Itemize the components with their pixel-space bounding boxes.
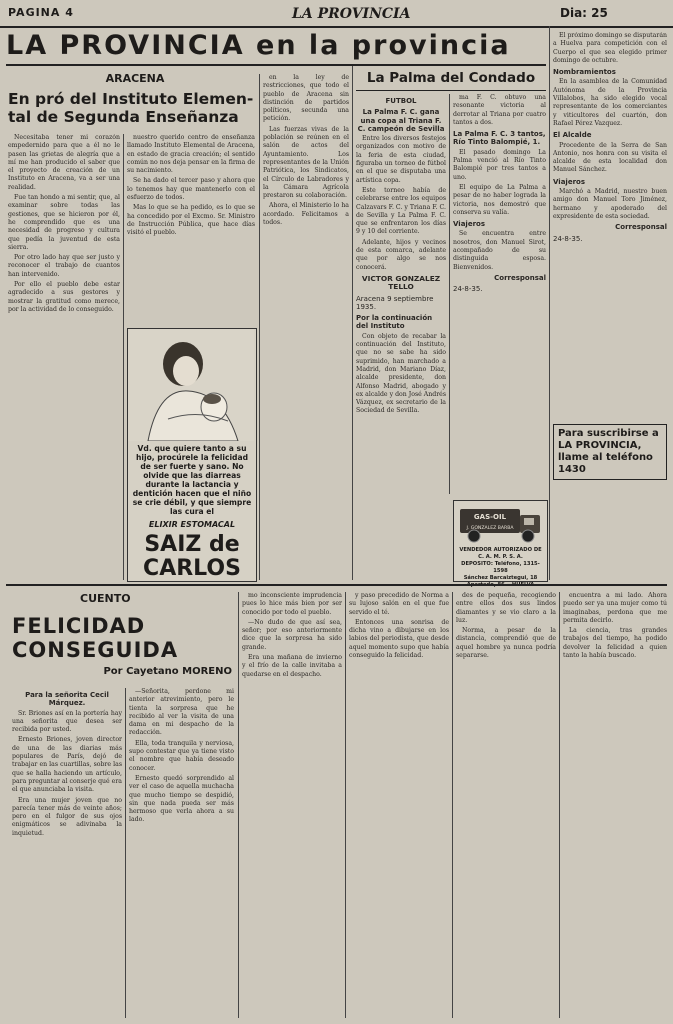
palma-signature: VICTOR GONZALEZ TELLO	[361, 273, 441, 292]
paragraph: Ella, toda tranquila y nerviosa, supo contestar que ya tiene visto el nombre que había deseado conocer.	[129, 739, 234, 772]
paragraph: Por ello el pueblo debe estar agradecido a sus gestores y mostrar la gratitud como merece, por la actividad de lo conseguido.	[8, 281, 120, 313]
column-divider	[559, 592, 560, 1018]
viajeros-subhead: Viajeros	[453, 220, 485, 229]
truck-label-2: J. GONZALEZ BARBA	[466, 526, 514, 531]
mother-and-child-illustration	[128, 329, 254, 441]
masthead: LA PROVINCIA	[292, 6, 411, 22]
paragraph: Por otro lado hay que ser justo y reconocer el trabajo de cuantos han intervenido.	[8, 254, 120, 278]
cuento-title	[12, 614, 237, 662]
cuento-byline: Por Cayetano MORENO	[103, 666, 232, 677]
paragraph: Necesitaba tener mi corazón empedernido para que a él no le pasen las grietas de alegría que a mí me han producido el saber que el proyecto de creación de un Instituto en Aracena, va a ser una realidad.	[8, 134, 120, 191]
header-date: Dia: 25	[560, 6, 608, 20]
instituto-subhead: Por la continuación del Instituto	[356, 314, 433, 331]
column-divider	[125, 688, 126, 1018]
paragraph: nuestro querido centro de enseñanza llamado Instituto Elemental de Aracena, en estado de gracia creación; el sentido común no nos deja pensar en la firma de su nacimiento.	[127, 134, 255, 175]
paragraph: —Señorita, perdone mi anterior atrevimiento, pero le tienta la sorpresa que he recibido al ver la visita de una dama en mi despacho de la redacción.	[129, 688, 234, 737]
cuento-column-6	[563, 592, 667, 1018]
right-column	[553, 32, 667, 382]
banner-rule	[6, 64, 546, 66]
right-dateline: 24-8-35.	[553, 234, 583, 243]
paragraph: Se encuentra entre nosotros, don Manuel Sirot, acompañado de su distinguida esposa. Bienvenidos.	[453, 230, 546, 271]
gasoil-advertisement	[453, 500, 548, 582]
palma-rule	[356, 90, 546, 91]
paragraph: El pasado domingo La Palma venció al Río Tinto Balompié por tres tantos a uno.	[453, 148, 546, 181]
paragraph: Fue tan hondo a mi sentir, que, al examinar sobre todas las gestiones, que se hicieron por él, he comprendido que es una necesidad de progreso y cultura que pedía la juventud de esta sierra.	[8, 194, 120, 251]
alcalde-subhead: El Alcalde	[553, 131, 592, 140]
palma-signature-place: Aracena 9 septiembre 1935.	[356, 294, 434, 311]
paragraph: Procedente de la Serra de San Antonio, nos honra con su visita el alcalde de esta localidad don Manuel Sánchez.	[553, 141, 667, 174]
paragraph: des de pequeña, recogiendo entre ellos dos sus lindos diamantes y se vio claro a la luz.	[456, 592, 556, 624]
paragraph: Mas lo que se ha pedido, es lo que se ha concedido por el Excmo. Sr. Ministro de Instrucción Pública, que hace días visitó el pueblo.	[127, 204, 255, 237]
section-rule	[6, 584, 667, 586]
column-divider	[449, 94, 450, 494]
palma-column-1	[356, 94, 446, 494]
section-banner: LA PROVINCIA en la provincia	[6, 30, 511, 61]
cuento-kicker: CUENTO	[80, 592, 131, 605]
paragraph: Ernesto quedó sorprendido al ver el caso de aquella muchacha que mucho tiempo se despidió, sin que nada pueda ser más hermoso que verla ahora a su lado.	[129, 774, 234, 824]
gasoil-line-1: VENDEDOR AUTORIZADO DE C. A. M. P. S. A.	[459, 547, 542, 560]
cuento-title-line2: CONSEGUIDA	[12, 638, 179, 662]
paragraph: y paso precedido de Norma a su lujoso salón en el que fue servido el té.	[349, 592, 449, 616]
right-corresponsal: Corresponsal	[615, 223, 667, 232]
paragraph: Era una mujer joven que no parecía tener más de veinte años; pero en el fulgor de sus ojos enigmáticos se adivinaba la inquietud.	[12, 796, 122, 837]
paragraph: Era una mañana de invierno y el frío de la calle invitaba a quedarse en el despacho.	[242, 654, 342, 678]
cuento-column-1	[12, 688, 122, 1018]
paragraph: El próximo domingo se disputarán a Huelva para competición con el Cuerpo el que sea elegido primer domingo de octubre.	[553, 32, 667, 64]
page-header	[0, 0, 673, 28]
cuento-column-2	[129, 688, 234, 1018]
paragraph: En la asamblea de la Comunidad Autónoma de la Provincia Villalobos, ha sido elegido vocal representante de los comerciantes y viticultores del cuartón, don Rafael Pérez Vazquez.	[553, 78, 667, 127]
column-divider	[549, 26, 550, 580]
nombramientos-subhead: Nombramientos	[553, 68, 616, 77]
paragraph: Este torneo había de celebrarse entre los equipos Calzavars F. C. y Triana F. C. de Sevilla y La Palma F. C. que se enfrentaron los días 9 y 10 del corriente.	[356, 186, 446, 236]
cuento-column-3	[242, 592, 342, 1018]
gasoil-line-2: DEPOSITO: Teléfono, 1315-1598	[461, 561, 540, 574]
aracena-headline-line2: tal de Segunda Enseñanza	[8, 108, 239, 126]
paragraph: Adelante, hijos y vecinos de esta comarca, adelante que por algo se nos conocerá.	[356, 238, 446, 271]
paragraph: Con objeto de recabar la continuación del Instituto, que no se sabe ha sido suprimido, han marchado a Madrid, don Mariano Díaz, alcalde presidente, don Alfonso Madrid, abogado y ex alcalde y don José Andrés Vázquez, ex secretario de la Sociedad de Sevilla.	[356, 332, 446, 415]
paragraph: ma F. C. obtuvo una resonante victoria al derrotar al Triana por cuatro tantos a dos.	[453, 94, 546, 126]
elixir-advertisement	[127, 328, 257, 582]
subscribe-box: Para suscribirse a LA PROVINCIA, llame al teléfono 1430	[553, 424, 667, 480]
palma-column-2	[453, 94, 546, 494]
aracena-column-2	[127, 134, 255, 324]
truck-label-1: GAS-OIL	[473, 513, 507, 521]
paragraph: Sr. Briones así en la portería hay una señorita que desea ser recibida por usted.	[12, 709, 122, 734]
paragraph: mo inconsciente imprudencia pues lo hice más bien por ser conocido por todo el pueblo.	[242, 592, 342, 616]
aracena-headline	[8, 90, 263, 126]
paragraph: Marchó a Madrid, nuestro buen amigo don Manuel Toro Jiménez, hermano y apoderado del expresidente de esta sociedad.	[553, 188, 667, 220]
aracena-column-3	[263, 74, 349, 580]
paragraph: encuentra a mi lado. Ahora puedo ser ya una mujer como tú imaginabas, perdona que me permita decirlo.	[563, 592, 667, 624]
aracena-column-1	[8, 134, 120, 580]
cuento-column-4	[349, 592, 449, 1018]
brand-line-2: CARLOS	[143, 556, 241, 581]
aracena-headline-line1: En pró del Instituto Elemen-	[8, 90, 254, 108]
paragraph: Ernesto Briones, joven director de una de las diarias más populares de París, dejó de trabajar en las cuartillas, sobre las que se halla haciendo un artículo, para preguntar al conserje qué era el que anunciaba la visita.	[12, 736, 122, 794]
paragraph: El equipo de La Palma a pesar de no haber lograda la victoria, nos demostró que conserva su valía.	[453, 183, 546, 216]
gasoil-ad-text	[454, 547, 547, 589]
paragraph: Entonces una sonrisa de dicha vino a dibujarse en los labios del periodista, que desde aquel momento supo que había conseguido la felicidad.	[349, 618, 449, 660]
column-divider	[123, 134, 124, 580]
column-divider	[452, 592, 453, 1018]
paragraph: Norma, a pesar de la distancia, comprendió que de aquel hombre ya nunca podría separarse.	[456, 627, 556, 660]
delivery-truck-illustration	[454, 501, 545, 547]
aracena-kicker: ARACENA	[105, 72, 165, 85]
palma-corresponsal: Corresponsal	[494, 273, 546, 282]
page-number: PAGINA 4	[8, 6, 74, 19]
cuento-dedication: Para la señorita Cecil Márquez.	[25, 691, 109, 708]
paragraph: Se ha dado el tercer paso y ahora que lo tenemos hay que mantenerlo con el esfuerzo de todos.	[127, 177, 255, 202]
paragraph: en la ley de restricciones, que todo el pueblo de Aracena sin distinción de partidos políticos, secunda una petición.	[263, 74, 349, 123]
elixir-brand	[128, 533, 256, 581]
gasoil-line-3: Sánchez Barcaiztegui, 18	[463, 575, 538, 581]
column-divider	[259, 74, 260, 580]
paragraph: Entre los diversos festejos organizados con motivo de la feria de esta ciudad, figuraba un torneo de fútbol en el que se disputaba una artística copa.	[356, 135, 446, 184]
column-divider	[345, 592, 346, 1018]
palma-match-subhead: La Palma F. C. 3 tantos, Río Tinto Balompié, 1.	[453, 130, 546, 147]
column-divider	[352, 66, 353, 580]
palma-section-subtitle: La Palma F. C. gana una copa al Triana F. C. campeón de Sevilla	[357, 108, 445, 133]
palma-dateline: 24-8-35.	[453, 285, 483, 294]
elixir-ad-copy: Vd. que quiere tanto a su hijo, procúrele la felicidad de ser fuerte y sano. No olvide que las diarreas durante la lactancia y dentición hacen que el niño se crie débil, y que siempre las cura el	[132, 444, 252, 516]
paragraph: Las fuerzas vivas de la población se reúnen en el salón de actos del Ayuntamiento. Los representantes de la Unión Patriótica, los Sindicatos, el Círculo de Labradores y la Cámara Agrícola prestaron su colaboración.	[263, 125, 349, 200]
viajeros-subhead: Viajeros	[553, 177, 585, 186]
elixir-product-name: ELIXIR ESTOMACAL	[148, 520, 236, 529]
paragraph: La ciencia, tras grandes trabajos del tiempo, ha podido devolver la felicidad a quien tanto la había buscado.	[563, 627, 667, 660]
column-divider	[238, 592, 239, 1018]
paragraph: Ahora, el Ministerio lo ha acordado. Felicitamos a todos.	[263, 202, 349, 227]
brand-line-1: SAIZ de	[144, 532, 240, 557]
paragraph: —No dudo de que así sea, señor; por eso anteriormente dice que la sorpresa ha sido grande.	[242, 618, 342, 651]
palma-headline: La Palma del Condado	[366, 70, 536, 86]
palma-section-title: FUTBOL	[385, 97, 417, 105]
cuento-title-line1: FELICIDAD	[12, 614, 146, 638]
cuento-column-5	[456, 592, 556, 1018]
